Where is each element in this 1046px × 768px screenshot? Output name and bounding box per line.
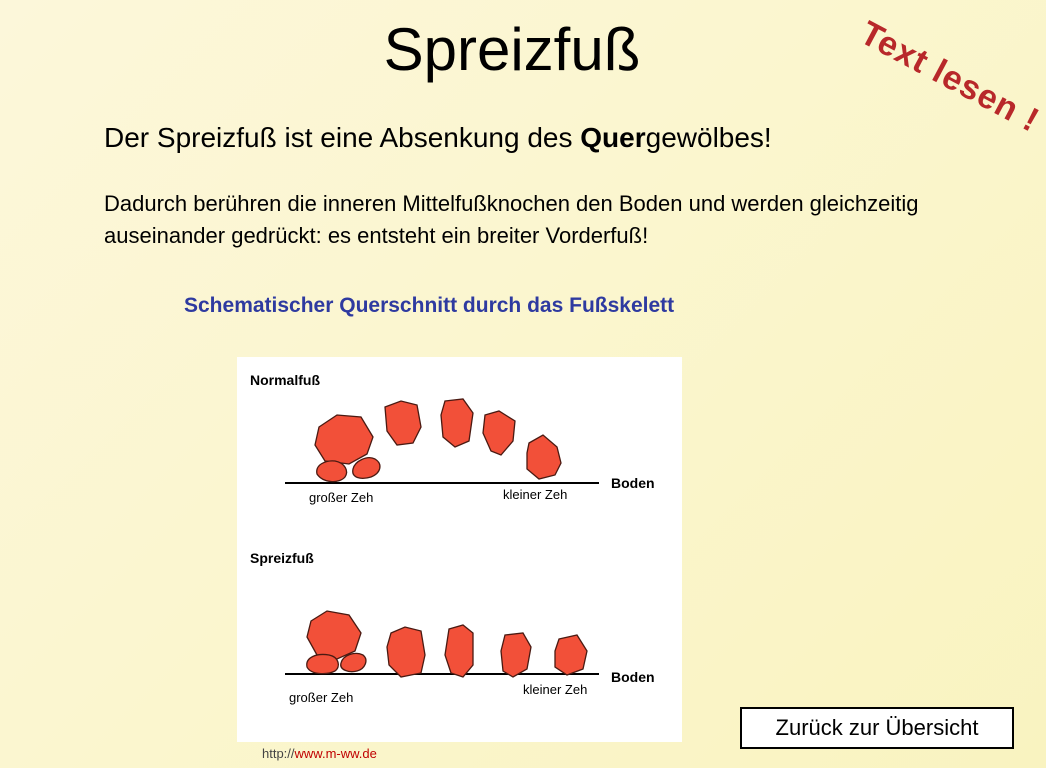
splay-bone-3: [445, 625, 473, 677]
lead-prefix: Der Spreizfuß ist eine Absenkung des: [104, 122, 581, 153]
splay-sesamoid-1: [307, 655, 339, 674]
lead-suffix: gewölbes!: [645, 122, 772, 153]
normal-bone-3: [441, 399, 473, 447]
footer-url-prefix: http://: [262, 746, 295, 761]
splay-heading: Spreizfuß: [250, 550, 314, 566]
splay-big-toe-label: großer Zeh: [289, 690, 354, 705]
normal-sesamoid-2: [353, 458, 380, 479]
normal-sesamoid-1: [317, 461, 347, 482]
normal-ground-label: Boden: [611, 475, 655, 491]
splay-bone-5: [555, 635, 587, 675]
normal-small-toe-label: kleiner Zeh: [503, 487, 568, 502]
normal-bone-2: [385, 401, 421, 445]
explanation-paragraph: Dadurch berühren die inneren Mittelfußknochen den Boden und werden gleichzeitig auseinander gedrückt: es entsteht ein breiter Vorderfuß!: [104, 191, 919, 248]
foot-cross-section-diagram: [237, 357, 682, 742]
footer-url: [262, 746, 377, 761]
splay-ground-label: Boden: [611, 669, 655, 685]
slide-title: Spreizfuß: [383, 16, 641, 83]
normal-bone-1: [315, 415, 373, 464]
splay-small-toe-label: kleiner Zeh: [523, 682, 588, 697]
lead-sentence: [104, 120, 772, 156]
footer-link[interactable]: www.m-ww.de: [294, 746, 377, 761]
splay-bone-4: [501, 633, 531, 677]
normal-big-toe-label: großer Zeh: [309, 490, 374, 505]
back-to-overview-button[interactable]: Zurück zur Übersicht: [740, 707, 1014, 749]
normal-bone-4: [483, 411, 515, 455]
text-lesen-stamp[interactable]: Text lesen !: [854, 14, 1046, 140]
normal-bone-5: [527, 435, 561, 479]
lead-bold: Quer: [580, 122, 646, 153]
diagram-subtitle: Schematischer Querschnitt durch das Fußskelett: [184, 294, 675, 317]
normal-heading: Normalfuß: [250, 372, 320, 388]
splay-bone-2: [387, 627, 425, 677]
splay-bone-1: [307, 611, 361, 659]
